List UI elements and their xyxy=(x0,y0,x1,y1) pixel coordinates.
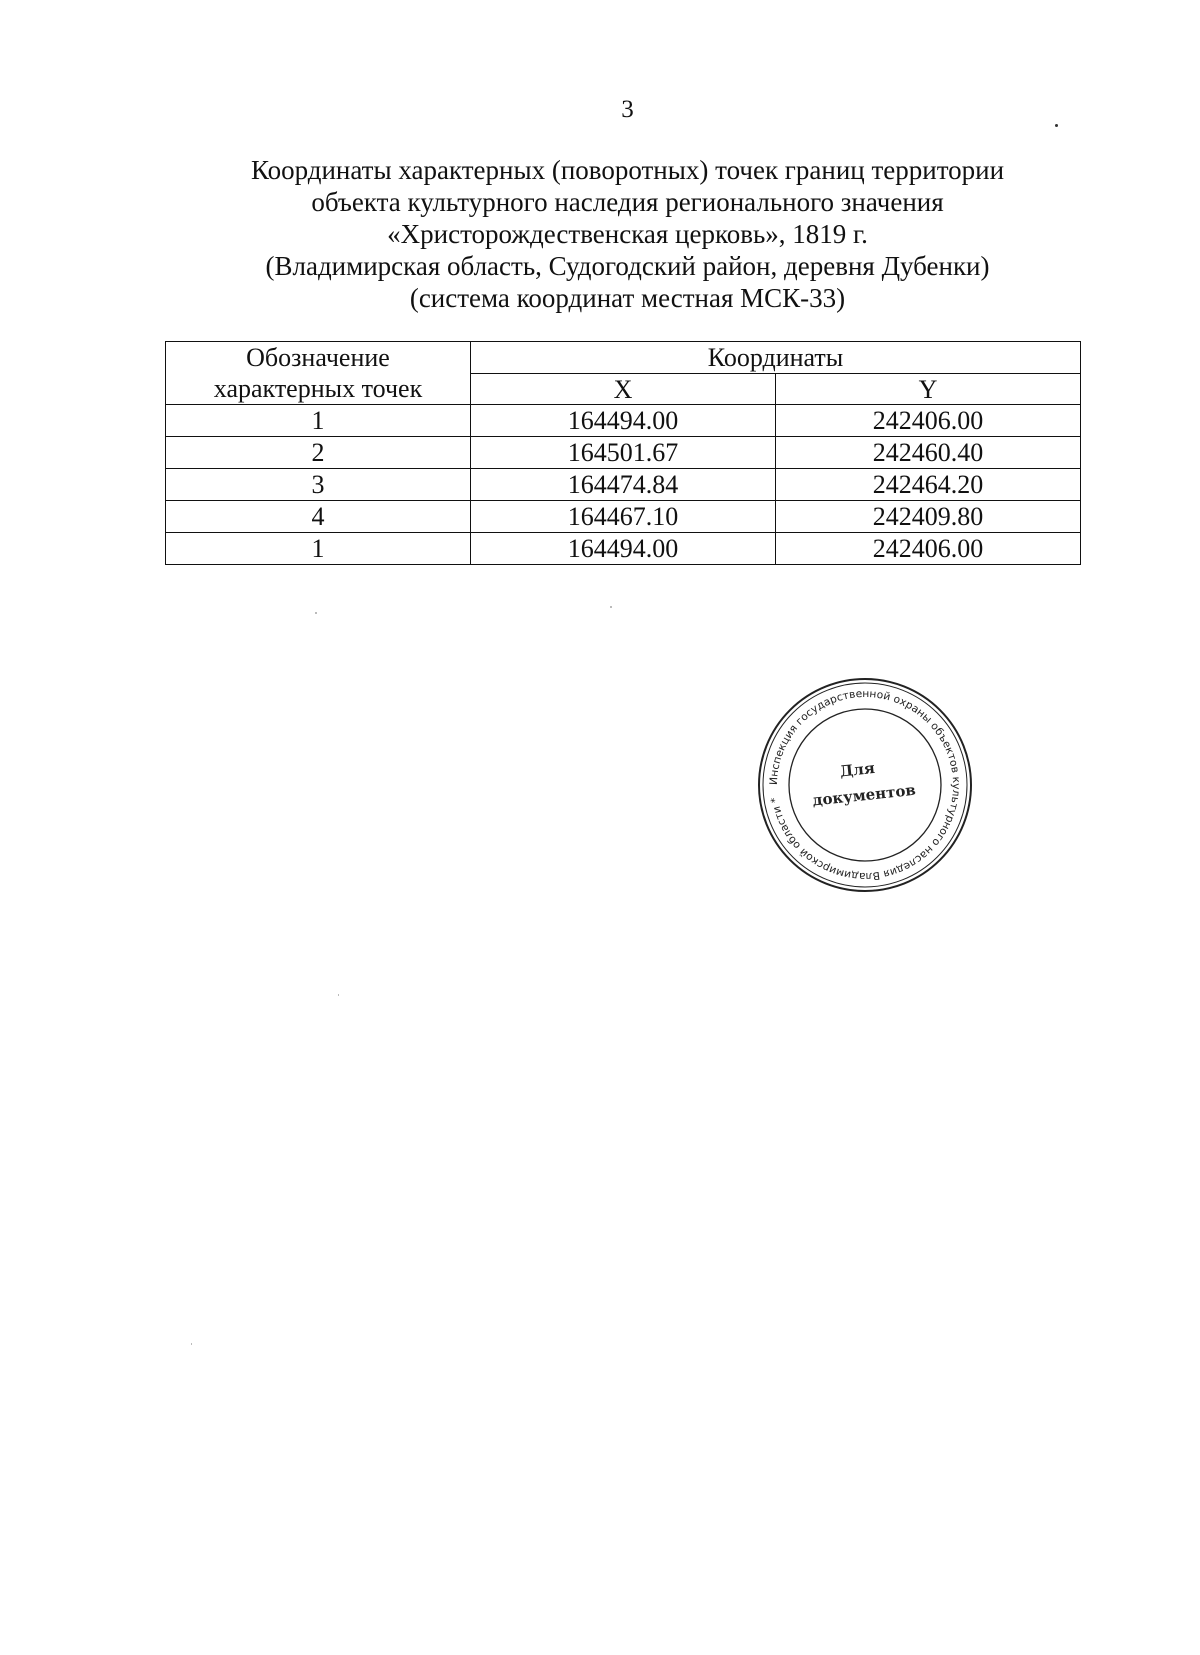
scan-speck xyxy=(610,606,612,608)
scan-speck xyxy=(338,994,339,996)
y-column-header: Y xyxy=(776,374,1081,405)
point-cell: 4 xyxy=(166,501,471,533)
point-cell: 1 xyxy=(166,533,471,565)
coordinates-header: Координаты xyxy=(471,342,1081,374)
scan-speck xyxy=(315,612,317,614)
title-line-4: (Владимирская область, Судогодский район, деревня Дубенки) xyxy=(265,251,990,281)
table-row xyxy=(166,469,1081,501)
y-cell: 242464.20 xyxy=(776,469,1081,501)
title-line-2: объекта культурного наследия регионального значения xyxy=(311,187,944,217)
points-column-header xyxy=(166,342,471,405)
table-row xyxy=(166,501,1081,533)
x-cell: 164474.84 xyxy=(471,469,776,501)
official-seal-stamp xyxy=(756,676,974,894)
table-row xyxy=(166,405,1081,437)
table-row xyxy=(166,533,1081,565)
y-cell: 242406.00 xyxy=(776,405,1081,437)
scan-speck xyxy=(191,1343,192,1345)
page-number: 3 xyxy=(621,96,634,123)
document-title xyxy=(0,154,1200,314)
title-line-5: (система координат местная МСК-33) xyxy=(409,283,846,313)
point-cell: 1 xyxy=(166,405,471,437)
x-cell: 164467.10 xyxy=(471,501,776,533)
point-cell: 2 xyxy=(166,437,471,469)
points-header-line-1: Обозначение xyxy=(246,343,390,372)
points-header-line-2: характерных точек xyxy=(213,374,423,403)
seal-graphic xyxy=(756,676,974,894)
point-cell: 3 xyxy=(166,469,471,501)
coordinates-table xyxy=(165,341,1081,565)
y-cell: 242409.80 xyxy=(776,501,1081,533)
table-row xyxy=(166,437,1081,469)
seal-ring-textpath: Инспекция государственной охраны объектов культурного наследия Владимирской области * xyxy=(767,687,963,883)
x-cell: 164494.00 xyxy=(471,533,776,565)
stray-mark xyxy=(1055,124,1058,127)
seal-center-line-1: Для xyxy=(839,758,876,781)
x-column-header: X xyxy=(471,374,776,405)
x-cell: 164494.00 xyxy=(471,405,776,437)
coordinates-table-body xyxy=(166,405,1081,565)
x-cell: 164501.67 xyxy=(471,437,776,469)
y-cell: 242406.00 xyxy=(776,533,1081,565)
title-line-1: Координаты характерных (поворотных) точек границ территории xyxy=(250,155,1005,185)
seal-center-line-2: документов xyxy=(811,780,917,810)
title-line-3: «Христорождественская церковь», 1819 г. xyxy=(387,219,868,249)
y-cell: 242460.40 xyxy=(776,437,1081,469)
seal-ring-text xyxy=(768,688,962,882)
